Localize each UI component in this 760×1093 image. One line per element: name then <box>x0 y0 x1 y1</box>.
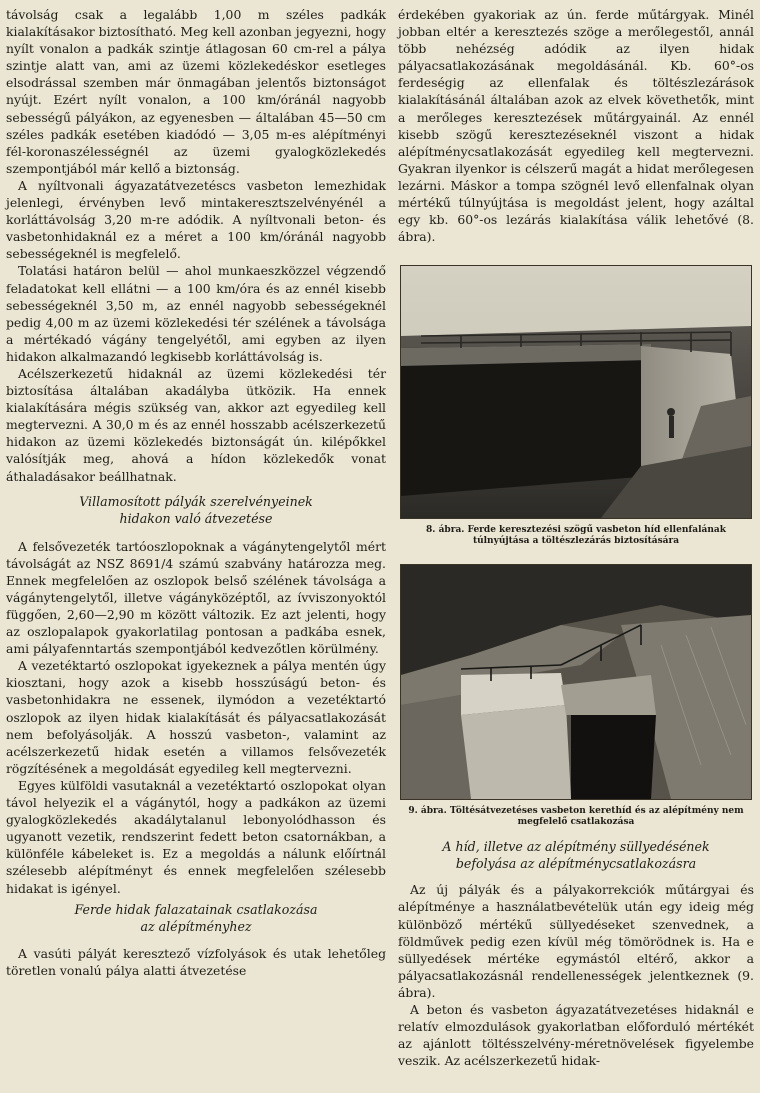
paragraph: Acélszerkezetű hidaknál az üzemi közlekedési tér biztosítása általában akadályba ütközik. Ha ennek kialakítására mégis szükség van, akkor azt egyedileg kell megtervezni. A 30,0 m és az ennél hosszabb acélszerkezetű hidakon az üzemi közlekedés biztonságát ún. kilépőkkel valósítják meg, ahová a hídon közlekedők vonat áthaladásakor beállhatnak. <box>6 365 386 484</box>
paragraph: A felsővezeték tartóoszlopoknak a vágánytengelytől mért távolságát az NSZ 8691/4 számú szabvány határozza meg. Ennek megfelelően az oszlopok belső szélének távolsága a vágánytengelytől, illetve vágányközéptől, az ívviszonyoktól függően, 2,60—2,90 m között változik. Ez azt jelenti, hogy az oszlopalapok gyakorlatilag pontosan a padkába esnek, ami pályafenntartás szempontjából kedvezőtlen körülmény. <box>6 538 386 657</box>
heading-line: hidakon való átvezetése <box>119 510 273 526</box>
figure-9-photo <box>400 564 752 800</box>
paragraph: érdekében gyakoriak az ún. ferde műtárgyak. Minél jobban eltér a keresztezés szöge a merőlegestől, annál több nehézség adódik az ilyen hidak pályacsatlakozásának megoldásánál. Kb. 60°-os ferdeségig az ellenfalak és töltészlezárások kialakításánál általában azok az elvek követhetők, mint a merőleges keresztezések műtárgyainál. Az ennél kisebb szögű keresztezéseknél viszont a hidak alépítménycsatlakozását egyedileg kell megtervezni. Gyakran ilyenkor is célszerű magát a hidat merőlegesen lezárni. Máskor a tompa szögnél levő ellenfalnak olyan mértékű túlnyújtása is megoldást jelent, hogy azáltal egy kb. 60°-os lezárás kialakítása válik lehetővé (8. ábra). <box>398 7 754 245</box>
paragraph: A beton és vasbeton ágyazatátvezetéses hidaknál e relatív elmozdulások gyakorlatban előforduló mértékét az ajánlott töltésszelvény-méretnövelések figyelembe veszik. Az acélszerkezetű hidak- <box>398 1001 754 1069</box>
heading-line: Villamosított pályák szerelvényeinek <box>79 493 313 509</box>
heading-line: befolyása az alépítménycsatlakozásra <box>455 856 697 872</box>
heading-line: A híd, illetve az alépítmény süllyedésének <box>442 839 710 855</box>
heading-line: az alépítményhez <box>140 918 252 934</box>
paragraph: Az új pályák és a pályakorrekciók műtárgyai és alépítménye a használatbevételük után egy ideig még különböző mértékű süllyedéseket szenvednek, a földművek pedig ezen kívül még tömörödnek is. Ha e süllyedések mértéke egymástól eltérő, akkor a pályacsatlakozásnál rendellenességek jelentkeznek (9. ábra). <box>398 882 754 1000</box>
paragraph: Tolatási határon belül — ahol munkaeszközzel végzendő feladatokat kell ellátni — a 100 km/óra és az ennél kisebb sebességeknél 3,50 m, az ennél nagyobb sebességeknél pedig 4,00 m az üzemi közlekedési tér szélének a távolsága a mértékadó vágány tengelyétől, ami egyben az ilyen hidakon alkalmazandó legkisebb korláttávolság is. <box>6 263 386 364</box>
figure-9-caption: 9. ábra. Töltésátvezetéses vasbeton kerethíd és az alépítmény nem megfelelő csatlakozása <box>408 806 744 827</box>
section-heading <box>6 901 386 935</box>
left-column <box>6 6 386 979</box>
section-heading <box>6 493 386 527</box>
frame-bridge-photo <box>401 565 751 799</box>
figure-8-caption: 8. ábra. Ferde keresztezési szögű vasbeton híd ellenfalának túlnyújtása a töltészlezárás biztosítására <box>426 525 726 546</box>
paragraph: A nyíltvonali ágyazatátvezetéscs vasbeton lemezhidak jelenlegi, érvényben levő mintakeresztszelvényénél a korláttávolság 3,20 m-re adódik. A nyíltvonali beton- és vasbetonhidaknál ez a méret a 100 km/óránál nagyobb sebességeknél is megfelelő. <box>6 177 386 262</box>
bridge-abutment-photo <box>401 266 751 518</box>
paragraph: távolság csak a legalább 1,00 m széles padkák kialakításakor biztosítható. Meg kell azonban jegyezni, hogy nyílt vonalon a padkák szintje átlagosan 60 cm-rel a pálya szintje alatt van, ami az üzemi közlekedéskor esetleges elsodrással szemben már önmagában jelentős biztonságot nyújt. Ezért nyílt vonalon, a 100 km/óránál nagyobb sebességű pályákon, az egyenesben — általában 45—50 cm széles padkák esetében kiadódó — 3,05 m-es alépítményi fél-koronaszélességnél az üzemi gyalogközlekedés szempontjából már kellő a biztonság. <box>6 7 386 176</box>
paragraph: A vezetéktartó oszlopokat igyekeznek a pálya mentén úgy kiosztani, hogy azok a kisebb hosszúságú beton- és vasbetonhidakra ne essenek, ilymódon a vezetéktartó oszlopok az ilyen hidak kialakítását és pályacsatlakozását nem befolyásolják. A hosszú vasbeton-, valamint az acélszerkezetű hidak esetén a villamos felsővezeték rögzítésének a megoldását egyedileg kell megtervezni. <box>6 658 386 776</box>
heading-line: Ferde hidak falazatainak csatlakozása <box>74 901 318 917</box>
paragraph: A vasúti pályát keresztező vízfolyások és utak lehetőleg töretlen vonalú pálya alatti átvezetése <box>6 945 386 978</box>
paragraph: Egyes külföldi vasutaknál a vezetéktartó oszlopokat olyan távol helyezik el a vágánytól, hogy a padkákon az üzemi gyalogközlekedés akadálytalanul lebonyolódhasson és ugyanott vezetik, rendszerint fedett beton csatornákban, a különféle kábeleket is. Ez a megoldás a nálunk előírtnál szélesebb alépítményt és ennek megfelelően szélesebb hidakat is igényel. <box>6 777 386 896</box>
right-column <box>398 6 754 1069</box>
section-heading <box>398 838 754 872</box>
figure-8-photo <box>400 265 752 519</box>
